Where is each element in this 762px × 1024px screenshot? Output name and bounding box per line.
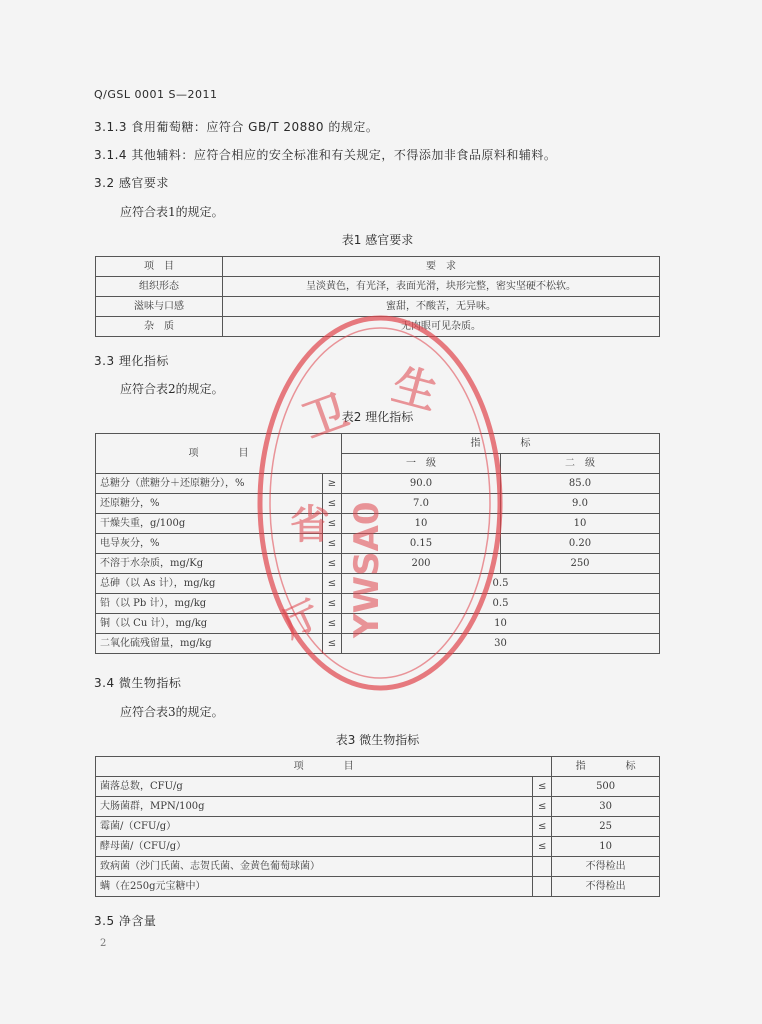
table-header-row [96, 257, 660, 277]
table-cell-item: 铜（以 Cu 计），mg/kg [96, 614, 323, 634]
table2 [95, 433, 660, 654]
table-header-row [96, 757, 660, 777]
table-cell-item: 致病菌（沙门氏菌、志贺氏菌、金黄色葡萄球菌） [96, 857, 533, 877]
table-cell: 无肉眼可见杂质。 [223, 317, 660, 337]
table-cell-value: 不得检出 [552, 857, 660, 877]
table-cell-symbol: ≥ [323, 474, 342, 494]
text-3-2: 应符合表1的规定。 [120, 205, 224, 219]
col-header-grade2: 二 级 [501, 454, 660, 474]
table-cell: 组织形态 [96, 277, 223, 297]
table-cell-item: 菌落总数，CFU/g [96, 777, 533, 797]
table-cell-symbol: ≤ [533, 837, 552, 857]
table-cell-item: 总糖分（蔗糖分＋还原糖分），% [96, 474, 323, 494]
col-header-index: 指 标 [342, 434, 660, 454]
svg-text:卫: 卫 [296, 385, 356, 449]
table-row [96, 297, 660, 317]
page-number: 2 [100, 938, 107, 949]
table-cell-symbol: ≤ [323, 494, 342, 514]
table-cell-symbol [533, 857, 552, 877]
svg-text:YWSA0: YWSA0 [347, 501, 387, 638]
table1 [95, 256, 660, 337]
col-header-item: 项 目 [96, 434, 342, 474]
table-cell-symbol: ≤ [533, 797, 552, 817]
table-cell-value: 0.5 [342, 574, 660, 594]
table-row [96, 817, 660, 837]
heading-3-3: 3.3 理化指标 [94, 354, 169, 368]
table-row [96, 877, 660, 897]
table-cell-symbol: ≤ [533, 777, 552, 797]
table-cell-symbol: ≤ [323, 574, 342, 594]
table-cell-item: 二氧化硫残留量，mg/kg [96, 634, 323, 654]
table1-caption: 表1 感官要求 [341, 233, 414, 247]
table-cell-grade1: 90.0 [342, 474, 501, 494]
table-row [96, 514, 660, 534]
table-row [96, 494, 660, 514]
table-cell-grade2: 10 [501, 514, 660, 534]
table-cell-symbol: ≤ [323, 594, 342, 614]
table-cell-value: 不得检出 [552, 877, 660, 897]
table-cell: 滋味与口感 [96, 297, 223, 317]
table-cell-symbol: ≤ [533, 817, 552, 837]
table3-caption: 表3 微生物指标 [335, 733, 420, 747]
table-cell-grade2: 9.0 [501, 494, 660, 514]
table-cell: 杂 质 [96, 317, 223, 337]
heading-3-4: 3.4 微生物指标 [94, 676, 182, 690]
table-cell-value: 30 [342, 634, 660, 654]
table-cell-value: 500 [552, 777, 660, 797]
col-header-grade1: 一 级 [342, 454, 501, 474]
table-cell-item: 干燥失重，g/100g [96, 514, 323, 534]
table-row [96, 837, 660, 857]
table-cell-grade1: 10 [342, 514, 501, 534]
table-row [96, 797, 660, 817]
table-row [96, 554, 660, 574]
table-row [96, 634, 660, 654]
table-cell-value: 10 [342, 614, 660, 634]
heading-3-2: 3.2 感官要求 [94, 176, 169, 190]
table-cell-value: 25 [552, 817, 660, 837]
table-cell-grade2: 250 [501, 554, 660, 574]
clause-3-1-3: 3.1.3 食用葡萄糖：应符合 GB/T 20880 的规定。 [94, 120, 379, 134]
table-cell-grade1: 200 [342, 554, 501, 574]
table-cell-item: 霉菌/（CFU/g） [96, 817, 533, 837]
table-cell-item: 铅（以 Pb 计），mg/kg [96, 594, 323, 614]
table-cell-item: 酵母菌/（CFU/g） [96, 837, 533, 857]
col-header: 项 目 [96, 257, 223, 277]
table-cell-symbol: ≤ [323, 634, 342, 654]
clause-3-1-4: 3.1.4 其他辅料：应符合相应的安全标准和有关规定，不得添加非食品原料和辅料。 [94, 148, 557, 162]
table-row [96, 857, 660, 877]
table-cell-value: 10 [552, 837, 660, 857]
text-3-3: 应符合表2的规定。 [120, 382, 224, 396]
table-cell-grade2: 85.0 [501, 474, 660, 494]
table-row [96, 594, 660, 614]
table-cell-symbol: ≤ [323, 554, 342, 574]
table-cell-symbol: ≤ [323, 614, 342, 634]
doc-code: Q/GSL 0001 S—2011 [94, 88, 218, 101]
table-cell-grade2: 0.20 [501, 534, 660, 554]
table-row [96, 474, 660, 494]
table-header-row [96, 434, 660, 454]
col-header-item: 项 目 [96, 757, 552, 777]
table-cell: 蜜甜，不酸苦，无异味。 [223, 297, 660, 317]
text-3-4: 应符合表3的规定。 [120, 705, 224, 719]
table-cell-grade1: 0.15 [342, 534, 501, 554]
table-cell-item: 大肠菌群，MPN/100g [96, 797, 533, 817]
svg-text:省: 省 [290, 502, 330, 548]
table-row [96, 277, 660, 297]
table2-body [96, 474, 660, 654]
table-row [96, 574, 660, 594]
col-header: 要 求 [223, 257, 660, 277]
table-row [96, 614, 660, 634]
table3-body [96, 777, 660, 897]
table-cell-item: 总砷（以 As 计），mg/kg [96, 574, 323, 594]
table-row [96, 317, 660, 337]
table-cell-item: 不溶于水杂质，mg/Kg [96, 554, 323, 574]
svg-text:厅: 厅 [276, 593, 327, 647]
table-cell-symbol: ≤ [323, 534, 342, 554]
table-cell-symbol: ≤ [323, 514, 342, 534]
table-cell: 呈淡黄色，有光泽，表面光滑，块形完整，密实坚硬不松软。 [223, 277, 660, 297]
table-row [96, 534, 660, 554]
table3 [95, 756, 660, 897]
table-cell-value: 30 [552, 797, 660, 817]
table-cell-value: 0.5 [342, 594, 660, 614]
table-cell-item: 电导灰分，% [96, 534, 323, 554]
table-cell-item: 还原糖分，% [96, 494, 323, 514]
table-cell-symbol [533, 877, 552, 897]
table-cell-item: 螨（在250g元宝糖中） [96, 877, 533, 897]
table2-caption: 表2 理化指标 [341, 410, 414, 424]
table-row [96, 777, 660, 797]
heading-3-5: 3.5 净含量 [94, 914, 157, 928]
svg-text:生: 生 [387, 359, 443, 421]
col-header-index: 指 标 [552, 757, 660, 777]
table-cell-grade1: 7.0 [342, 494, 501, 514]
